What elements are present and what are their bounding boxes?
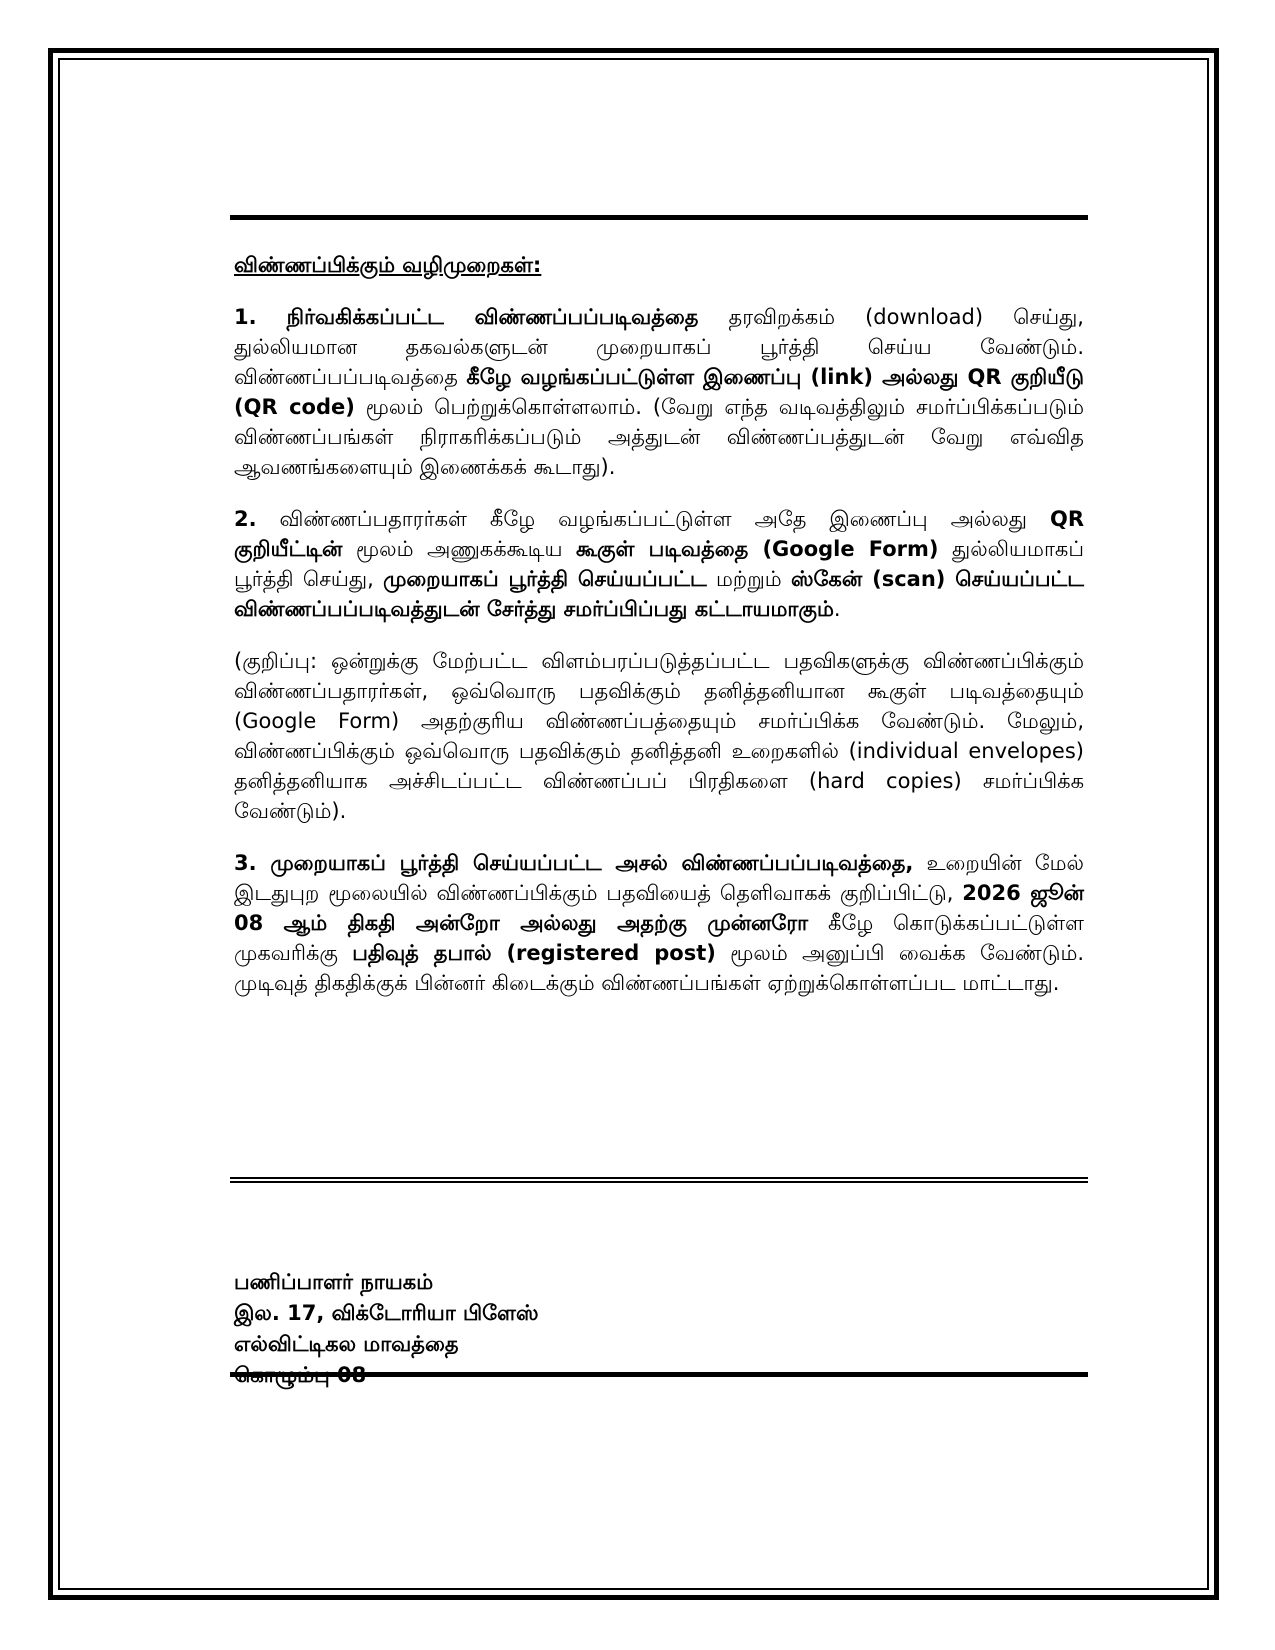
- step-3-number: 3.: [234, 851, 257, 875]
- step-2: [234, 504, 1084, 624]
- step-1-bold-1: நிர்வகிக்கப்பட்ட விண்ணப்பப்படிவத்தை: [286, 305, 699, 329]
- bottom-rule: [230, 1372, 1088, 1377]
- address-line-3: எல்விட்டிகல மாவத்தை: [234, 1332, 459, 1356]
- step-2-text-3: துல்லியமாகப் பூர்த்தி செய்து,: [234, 537, 1084, 591]
- step-1-text-2: மூலம் பெற்றுக்கொள்ளலாம். (வேறு எந்த வடிவத்திலும் சமர்ப்பிக்கப்படும் விண்ணப்பங்கள் நிராகரிக்கப்படும் அத்துடன் விண்ணப்பத்துடன் வேறு எவ்வித ஆவணங்களையும் இணைக்கக் கூடாது).: [234, 395, 1084, 479]
- step-3-text-3: மூலம் அனுப்பி வைக்க வேண்டும். முடிவுத் திகதிக்குக் பின்னர் கிடைக்கும் விண்ணப்பங்கள் ஏற்றுக்கொள்ளப்பட மாட்டாது.: [234, 941, 1085, 995]
- step-2-bold-2: கூகுள் படிவத்தை (Google Form): [575, 537, 939, 561]
- step-1-bold-2: கீழே வழங்கப்பட்டுள்ள இணைப்பு (link) அல்லது QR குறியீடு (QR code): [234, 365, 1084, 419]
- step-2-text-4: மற்றும்: [706, 567, 791, 591]
- section-heading: விண்ணப்பிக்கும் வழிமுறைகள்:: [234, 253, 542, 277]
- step-2-bold-1: QR குறியீட்டின்: [234, 507, 1084, 561]
- step-3-bold-3: பதிவுத் தபால் (registered post): [352, 941, 716, 965]
- step-3: [234, 848, 1084, 998]
- top-rule: [230, 215, 1088, 220]
- instructions-section: [234, 250, 1084, 1020]
- step-1: [234, 302, 1084, 482]
- step-1-number: 1.: [234, 305, 257, 329]
- step-1-text-1: தரவிறக்கம் (download) செய்து, துல்லியமான தகவல்களுடன் முறையாகப் பூர்த்தி செய்ய வேண்டும். விண்ணப்பப்படிவத்தை: [234, 305, 1084, 389]
- step-2-text-1: விண்ணப்பதாரர்கள் கீழே வழங்கப்பட்டுள்ள அதே இணைப்பு அல்லது: [256, 507, 1050, 531]
- step-3-text-1: உறையின் மேல் இடதுபுற மூலையில் விண்ணப்பிக்கும் பதவியைத் தெளிவாகக் குறிப்பிட்டு,: [234, 851, 1084, 905]
- step-3-bold-1: முறையாகப் பூர்த்தி செய்யப்பட்ட அசல் விண்ணப்பப்படிவத்தை,: [256, 851, 914, 875]
- step-2-bold-4: ஸ்கேன் (scan) செய்யப்பட்ட விண்ணப்பப்படிவத்துடன் சேர்த்து சமர்ப்பிப்பது கட்டாயமாகும்: [234, 567, 1084, 621]
- step-2-text-2: மூலம் அணுகக்கூடிய: [342, 537, 576, 561]
- step-2-number: 2.: [234, 507, 257, 531]
- step-3-bold-2: 2026 ஜூன் 08 ஆம் திகதி அன்றோ அல்லது அதற்கு முன்னரோ: [234, 881, 1084, 935]
- address-line-2: இல. 17, விக்டோரியா பிளேஸ்: [234, 1301, 539, 1325]
- note-paragraph: (குறிப்பு: ஒன்றுக்கு மேற்பட்ட விளம்பரப்படுத்தப்பட்ட பதவிகளுக்கு விண்ணப்பிக்கும் விண்ணப்பதாரர்கள், ஒவ்வொரு பதவிக்கும் தனித்தனியான கூகுள் படிவத்தையும் (Google Form) அதற்குரிய விண்ணப்பத்தையும் சமர்ப்பிக்க வேண்டும். மேலும், விண்ணப்பிக்கும் ஒவ்வொரு பதவிக்கும் தனித்தனி உறைகளில் (individual envelopes) தனித்தனியாக அச்சிடப்பட்ட விண்ணப்பப் பிரதிகளை (hard copies) சமர்ப்பிக்க வேண்டும்).: [234, 649, 1084, 823]
- address-line-1: பணிப்பாளர் நாயகம்: [234, 1270, 434, 1294]
- step-2-text-5: .: [833, 597, 841, 621]
- step-2-bold-3: முறையாகப் பூர்த்தி செய்யப்பட்ட: [383, 567, 707, 591]
- step-3-text-2: கீழே கொடுக்கப்பட்டுள்ள முகவரிக்கு: [234, 911, 1084, 965]
- address-divider: [230, 1177, 1088, 1183]
